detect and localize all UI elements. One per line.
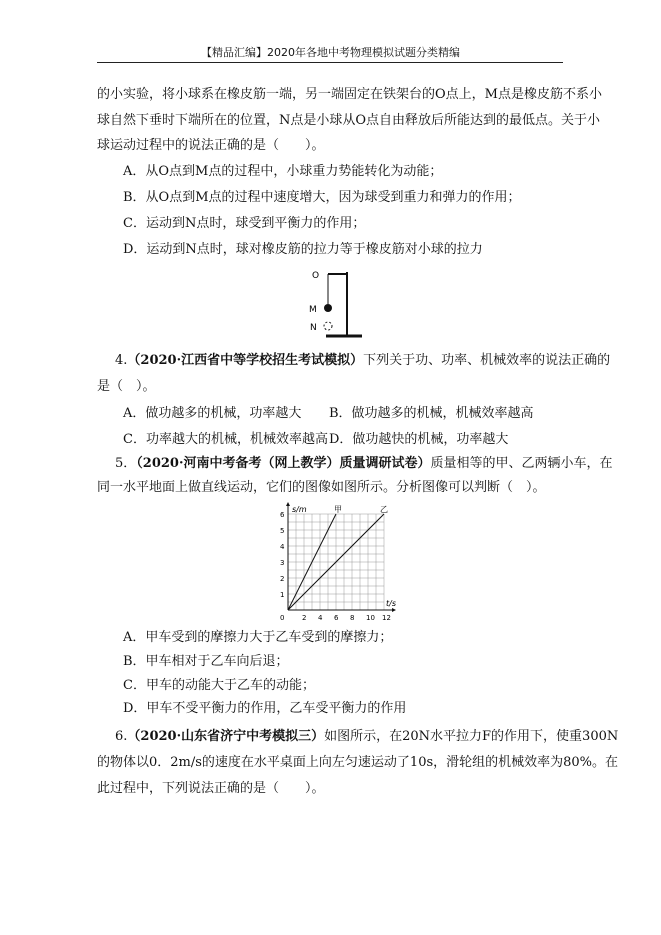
- q3-option-b: B．从O点到M点的过程中速度增大，因为球受到重力和弹力的作用；: [123, 190, 521, 205]
- q6-stem: 如图所示，在20N水平拉力F的作用下，使重300N: [324, 729, 619, 744]
- y-axis-arrow: [286, 502, 290, 506]
- x-tick-label: 0: [280, 614, 285, 622]
- q5-stem-cont: 同一水平地面上做直线运动，它们的图像如图所示。分析图像可以判断（ ）。: [97, 480, 546, 495]
- q5-number: 5．: [115, 456, 137, 471]
- page-header: 【精品汇编】2020年各地中考物理模拟试题分类精编: [201, 46, 460, 59]
- series-label-yi: 乙: [380, 505, 388, 514]
- x-axis-label: t/s: [386, 599, 396, 608]
- series-label-jia: 甲: [334, 505, 342, 514]
- q4-option-a: A．做功越多的机械，功率越大: [123, 406, 302, 421]
- q3-option-c: C．运动到N点时，球受到平衡力的作用；: [123, 216, 366, 231]
- label-o: O: [312, 271, 320, 281]
- q3-line-2: 球自然下垂时下端所在的位置，N点是小球从O点自由释放后所能达到的最低点。关于小: [97, 113, 601, 128]
- q6-stem-cont-1: 的物体以0．2m/s的速度在水平桌面上向左匀速运动了10s，滑轮组的机械效率为80%。在: [97, 755, 619, 770]
- y-tick-label: 1: [280, 591, 285, 599]
- q5-option-d: D．甲车不受平衡力的作用，乙车受平衡力的作用: [123, 701, 407, 716]
- q6-first-line: [115, 728, 618, 746]
- q4-source: （2020·江西省中等学校招生考试模拟）: [127, 353, 364, 368]
- y-tick-label: 3: [280, 559, 285, 567]
- x-tick-label: 2: [302, 614, 307, 622]
- ball-at-m: [324, 304, 332, 312]
- label-m: M: [309, 305, 317, 315]
- st-graph: [264, 502, 404, 624]
- y-tick-label: 4: [280, 543, 285, 551]
- q3-option-d: D．运动到N点时，球对橡皮筋的拉力等于橡皮筋对小球的拉力: [123, 242, 483, 257]
- x-tick-label: 8: [350, 614, 355, 622]
- x-tick-label: 6: [334, 614, 339, 622]
- y-tick-label: 2: [280, 575, 285, 583]
- q4-option-b: B．做功越多的机械，机械效率越高: [329, 406, 534, 421]
- y-tick-label: 5: [280, 527, 285, 535]
- q5-stem: 质量相等的甲、乙两辆小车，在: [430, 456, 613, 471]
- iron-stand-figure: [300, 266, 366, 342]
- q6-number: 6.: [115, 729, 128, 744]
- q3-line-1: 的小实验，将小球系在橡皮筋一端，另一端固定在铁架台的O点上，M点是橡皮筋不系小: [97, 87, 602, 102]
- y-tick-label: 6: [280, 511, 285, 519]
- q4-first-line: [115, 352, 610, 370]
- q5-source: （2020·河南中考备考（网上教学）质量调研试卷）: [136, 456, 431, 471]
- header-rule: [97, 62, 563, 63]
- q5-option-a: A．甲车受到的摩擦力大于乙车受到的摩擦力；: [123, 630, 393, 645]
- label-n: N: [310, 323, 317, 333]
- q5-first-line: [115, 455, 613, 473]
- chart-ticks: [280, 511, 391, 622]
- x-axis-arrow: [392, 608, 396, 612]
- q5-option-b: B．甲车相对于乙车向后退；: [123, 654, 289, 669]
- x-tick-label: 10: [366, 614, 375, 622]
- q5-option-c: C．甲车的动能大于乙车的动能；: [123, 678, 315, 693]
- y-axis-label: s/m: [292, 505, 307, 514]
- x-tick-label: 4: [318, 614, 323, 622]
- q4-option-c: C．功率越大的机械，机械效率越高: [123, 432, 328, 447]
- q4-number: 4.: [115, 353, 128, 368]
- q3-option-a: A．从O点到M点的过程中，小球重力势能转化为动能；: [123, 164, 443, 179]
- q3-line-3: 球运动过程中的说法正确的是（ ）。: [97, 138, 325, 153]
- q4-stem: 下列关于功、功率、机械效率的说法正确的: [363, 353, 611, 368]
- q4-stem-cont: 是（ ）。: [97, 379, 156, 394]
- q6-stem-cont-2: 此过程中，下列说法正确的是（ ）。: [97, 781, 325, 796]
- q6-source: （2020·山东省济宁中考模拟三）: [127, 729, 325, 744]
- ball-at-n: [324, 322, 332, 330]
- q4-option-d: D．做功越快的机械，功率越大: [329, 432, 509, 447]
- x-tick-label: 12: [382, 614, 391, 622]
